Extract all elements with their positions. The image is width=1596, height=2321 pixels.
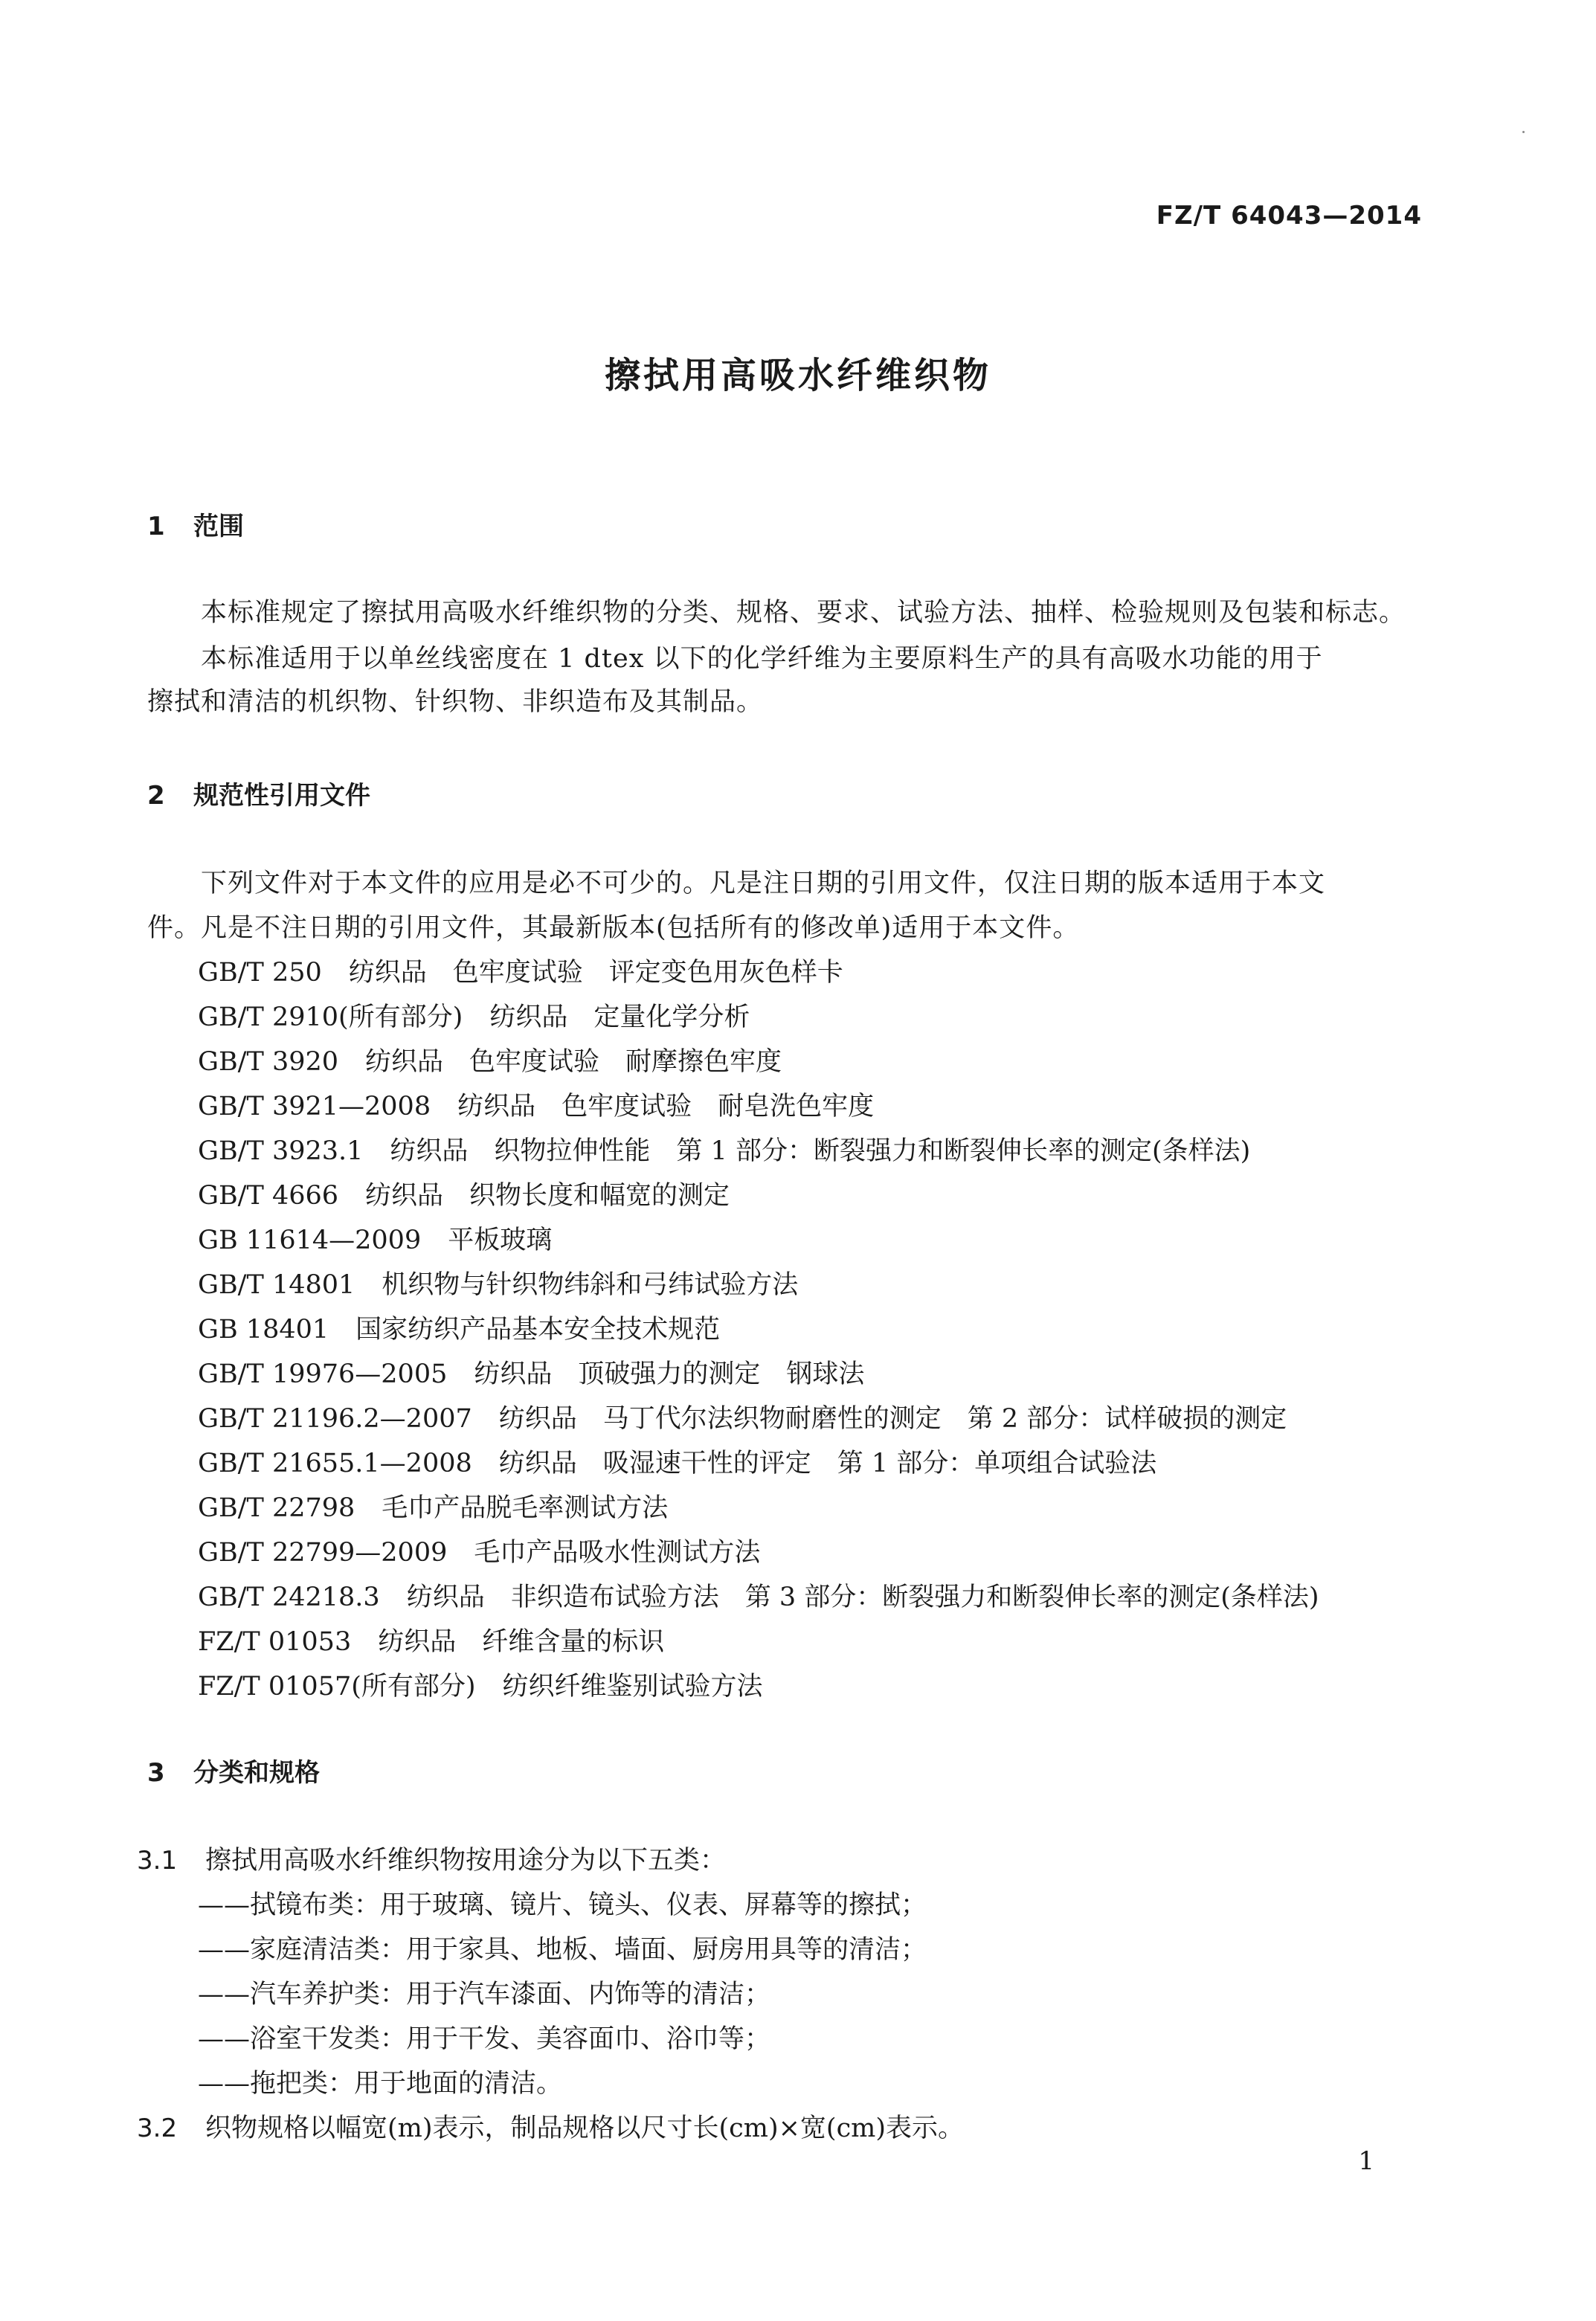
section-number: 3 [147,1758,165,1788]
section-2-heading [147,775,370,811]
reference-item [198,1398,1287,1435]
clause-3-1 [137,1840,726,1877]
reference-item [198,1443,1156,1480]
section-number: 1 [147,512,165,541]
clause-number: 3.2 [137,2114,178,2143]
reference-code: GB/T 22799—2009 [198,1538,448,1568]
reference-title: 纺织品 织物长度和幅宽的测定 [365,1181,730,1211]
section-number: 2 [147,781,165,811]
section-title: 范围 [193,512,244,541]
reference-code: GB/T 21196.2—2007 [198,1404,472,1434]
reference-title: 毛巾产品脱毛率测试方法 [382,1493,669,1523]
reference-item [198,1041,782,1078]
reference-title: 纺织品 定量化学分析 [489,1002,750,1032]
section-3-heading [147,1752,320,1789]
reference-title: 机织物与针织物纬斜和弓纬试验方法 [382,1270,799,1300]
paragraph: 擦拭和清洁的机织物、针织物、非织造布及其制品。 [147,687,764,717]
reference-item [198,1220,552,1257]
reference-item [198,1264,798,1301]
reference-code: GB/T 3921—2008 [198,1092,431,1121]
reference-item [198,1086,874,1123]
reference-code: GB 11614—2009 [198,1226,422,1255]
reference-item [198,997,750,1034]
reference-title: 纺织品 色牢度试验 评定变色用灰色样卡 [348,958,843,988]
reference-item [198,1666,763,1703]
reference-item [198,1532,760,1569]
list-item: ——汽车养护类：用于汽车漆面、内饰等的清洁； [198,1980,771,2009]
reference-item [198,952,843,989]
reference-title: 纺织品 纤维含量的标识 [378,1627,665,1657]
reference-item [198,1309,720,1346]
paragraph: 下列文件对于本文件的应用是必不可少的。凡是注日期的引用文件，仅注日期的版本适用于本文 [201,869,1326,898]
reference-code: GB/T 2910(所有部分) [198,1002,463,1032]
reference-item [198,1130,1250,1168]
list-item: ——拖把类：用于地面的清洁。 [198,2069,563,2099]
reference-title: 纺织品 色牢度试验 耐皂洗色牢度 [457,1092,875,1121]
section-1-heading [147,506,244,542]
reference-title: 纺织品 吸湿速干性的评定 第 1 部分：单项组合试验法 [498,1449,1157,1478]
reference-code: GB/T 250 [198,958,322,988]
clause-3-2 [137,2108,964,2145]
list-item: ——浴室干发类：用于干发、美容面巾、浴巾等； [198,2024,771,2054]
reference-code: GB/T 14801 [198,1270,355,1300]
section-title: 分类和规格 [193,1758,320,1788]
reference-code: FZ/T 01053 [198,1627,352,1657]
reference-item [198,1577,1319,1614]
reference-code: GB/T 19976—2005 [198,1359,448,1389]
reference-code: GB/T 21655.1—2008 [198,1449,472,1478]
reference-title: 毛巾产品吸水性测试方法 [474,1538,761,1568]
paragraph: 件。凡是不注日期的引用文件，其最新版本(包括所有的修改单)适用于本文件。 [147,913,1080,943]
page-number: 1 [1358,2146,1374,2176]
standard-code: FZ/T 64043—2014 [1156,201,1422,231]
clause-text: 织物规格以幅宽(m)表示，制品规格以尺寸长(cm)×宽(cm)表示。 [205,2114,965,2143]
reference-code: GB 18401 [198,1315,329,1345]
reference-title: 纺织品 顶破强力的测定 钢球法 [474,1359,865,1389]
document-title: 擦拭用高吸水纤维织物 [604,355,991,396]
paragraph: 本标准适用于以单丝线密度在 1 dtex 以下的化学纤维为主要原料生产的具有高吸水功能的用于 [201,644,1323,674]
clause-text: 擦拭用高吸水纤维织物按用途分为以下五类： [205,1846,727,1876]
paragraph: 本标准规定了擦拭用高吸水纤维织物的分类、规格、要求、试验方法、抽样、检验规则及包装和标志。 [201,598,1406,628]
reference-item [198,1621,664,1658]
reference-code: FZ/T 01057(所有部分) [198,1672,476,1702]
reference-code: GB/T 24218.3 [198,1583,380,1612]
scan-speck [1522,131,1525,133]
reference-item [198,1487,668,1525]
reference-code: GB/T 4666 [198,1181,339,1211]
reference-code: GB/T 22798 [198,1493,355,1523]
clause-number: 3.1 [137,1846,178,1876]
reference-title: 纺织品 织物拉伸性能 第 1 部分：断裂强力和断裂伸长率的测定(条样法) [390,1136,1251,1166]
reference-title: 纺织纤维鉴别试验方法 [502,1672,763,1702]
section-title: 规范性引用文件 [193,781,370,811]
list-item: ——家庭清洁类：用于家具、地板、墙面、厨房用具等的清洁； [198,1935,927,1965]
reference-item [198,1175,730,1212]
reference-title: 国家纺织产品基本安全技术规范 [355,1315,721,1345]
reference-title: 纺织品 马丁代尔法织物耐磨性的测定 第 2 部分：试样破损的测定 [498,1404,1287,1434]
reference-code: GB/T 3920 [198,1047,339,1077]
reference-title: 纺织品 色牢度试验 耐摩擦色牢度 [365,1047,782,1077]
reference-item [198,1353,864,1391]
reference-code: GB/T 3923.1 [198,1136,364,1166]
reference-title: 纺织品 非织造布试验方法 第 3 部分：断裂强力和断裂伸长率的测定(条样法) [406,1583,1319,1612]
list-item: ——拭镜布类：用于玻璃、镜片、镜头、仪表、屏幕等的擦拭； [198,1890,927,1920]
reference-title: 平板玻璃 [448,1226,553,1255]
